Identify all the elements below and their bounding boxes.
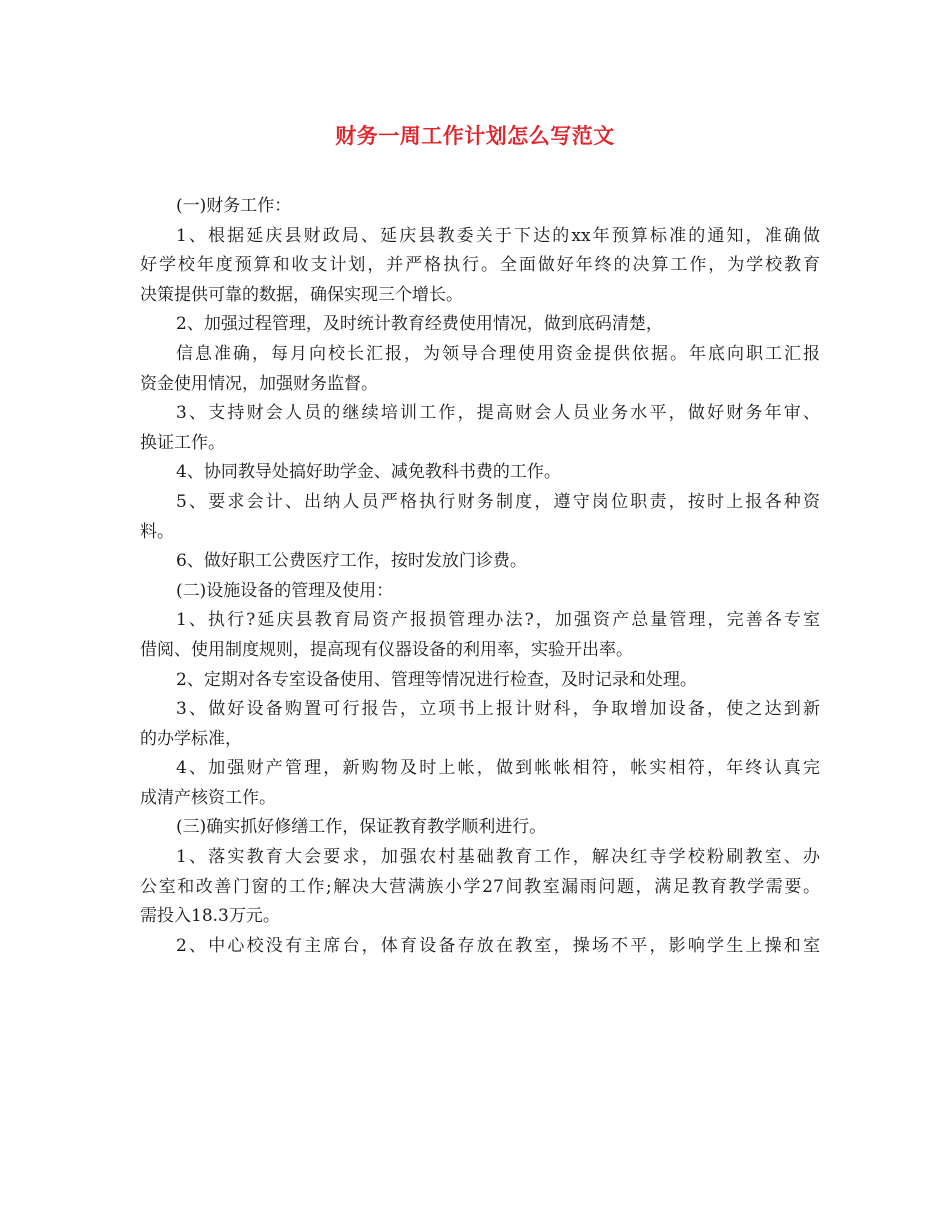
text-line: 借阅、使用制度规则，提高现有仪器设备的利用率，实验开出率。 — [140, 639, 633, 660]
text-line: 信息准确，每月向校长汇报，为领导合理使用资金提供依据。年底向职工汇报 — [176, 343, 820, 364]
text-line: 4、协同教导处搞好助学金、减免教科书费的工作。 — [176, 462, 561, 483]
text-line: 料。 — [140, 521, 174, 542]
text-line: 资金使用情况，加强财务监督。 — [140, 373, 378, 394]
text-line: (三)确实抓好修缮工作，保证教育教学顺利进行。 — [176, 817, 547, 838]
text-line: (二)设施设备的管理及使用： — [176, 580, 394, 601]
text-line: 3、做好设备购置可行报告，立项书上报计财科，争取增加设备，使之达到新 — [176, 699, 820, 720]
text-line: 需投入18.3万元。 — [140, 906, 280, 927]
text-line: 4、加强财产管理，新购物及时上帐，做到帐帐相符，帐实相符，年终认真完 — [176, 758, 820, 779]
text-line: 好学校年度预算和收支计划，并严格执行。全面做好年终的决算工作，为学校教育 — [140, 255, 820, 276]
text-line: 2、定期对各专室设备使用、管理等情况进行检查，及时记录和处理。 — [176, 669, 697, 690]
text-line: 的办学标准， — [140, 728, 242, 749]
text-line: 2、中心校没有主席台，体育设备存放在教室，操场不平，影响学生上操和室 — [176, 935, 820, 956]
text-line: 6、做好职工公费医疗工作，按时发放门诊费。 — [176, 551, 527, 572]
text-line: 成清产核资工作。 — [140, 787, 276, 808]
document-body — [140, 192, 820, 961]
document-title: 财务一周工作计划怎么写范文 — [335, 123, 615, 148]
text-line: 1、执行?延庆县教育局资产报损管理办法?，加强资产总量管理，完善各专室 — [176, 610, 820, 631]
text-line: 5、要求会计、出纳人员严格执行财务制度，遵守岗位职责，按时上报各种资 — [176, 491, 820, 512]
text-line: 1、根据延庆县财政局、延庆县教委关于下达的xx年预算标准的通知，准确做 — [176, 225, 820, 246]
text-line: 2、加强过程管理，及时统计教育经费使用情况，做到底码清楚， — [176, 314, 663, 335]
text-line: 3、支持财会人员的继续培训工作，提高财会人员业务水平，做好财务年审、 — [176, 403, 820, 424]
text-line: 1、落实教育大会要求，加强农村基础教育工作，解决红寺学校粉刷教室、办 — [176, 847, 820, 868]
text-line: 换证工作。 — [140, 432, 225, 453]
text-line: 公室和改善门窗的工作;解决大营满族小学27间教室漏雨问题，满足教育教学需要。 — [140, 876, 820, 897]
text-line: 决策提供可靠的数据，确保实现三个增长。 — [140, 284, 463, 305]
text-line: (一)财务工作： — [176, 196, 292, 216]
